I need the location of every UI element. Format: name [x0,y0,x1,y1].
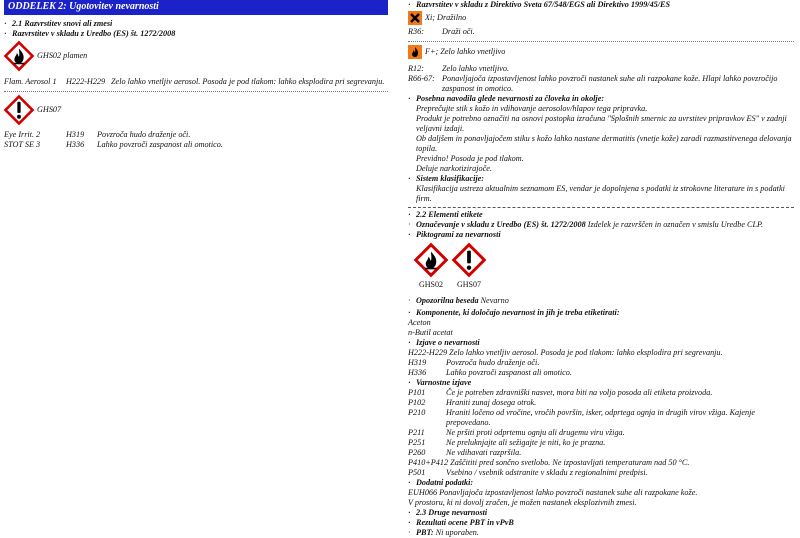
hazard-category: Eye Irrit. 2 [4,130,41,139]
precaution-statement: P210 Hraniti ločeno od vročine, vročih površin, isker, odprtega ognja in drugih virov vžiga. Kajenje prepovedano. [408,408,756,427]
exclamation-icon [452,243,486,277]
precaution-title: · Varnostne izjave [408,378,472,387]
cross-icon [408,11,422,25]
f-row [408,45,794,59]
components-title: · Komponente, ki določajo nevarnost in jih je treba etiketirati: [408,308,620,317]
exclamation-icon [4,95,34,125]
hazard-code: H222-H229 [66,77,106,86]
precaution-statement: P260 Ne vdihavati razpršila. [408,448,522,457]
r-code: R66-67: [408,74,435,83]
directive-title: · Razvrstitev v skladu z Direktivo Sveta 67/548/EGS ali Direktivo 1999/45/ES [408,0,671,9]
hazard-statement: H336 Lahko povzroči zaspanost ali omotico. [408,368,572,377]
section-title: ODDELEK 2: Ugotovitev nevarnosti [4,0,388,15]
subsection-2-1: · 2.1 Razvrstitev snovi ali zmesi [4,19,113,28]
precaution-statement: P211 Ne pršiti proti odprtemu ognju ali drugemu viru vžiga. [408,428,625,437]
precaution-statement: P501 Vsebino / vsebnik odstranite v skladu z regionalnimi predpisi. [408,468,648,477]
hazard-statement: H222-H229 Zelo lahko vnetljiv aerosol. Posoda je pod tlakom: lahko eksplodira pri segrevanju. [408,348,723,357]
divider [408,41,794,42]
signal-word-row: · Opozorilna beseda Nevarno [408,296,509,305]
hazard-row-eye [4,130,388,140]
special-title: · Posebna navodila glede nevarnosti za človeka in okolje: [408,94,605,103]
r-code: R12: [408,64,424,73]
hazard-code: H336 [66,140,85,149]
pictogram-ghs07 [450,243,488,290]
flame-icon [414,243,448,277]
hazard-text: Povzroča hudo draženje oči. [97,130,191,139]
pbt-title: · Rezultati ocene PBT in vPvB [408,518,514,527]
system-title: · Sistem klasifikacije: [408,174,484,183]
pictogram-row [408,243,794,290]
pbt-row: · PBT: Ni uporaben. [408,528,479,537]
xi-label: Xi; Dražilno [425,13,467,22]
hazard-row-stot [4,140,388,150]
ghs07-label: GHS07 [37,105,62,114]
additional-info-line: V prostoru, ki ni dovolj zračen, je možen nastanek eksplozivnih zmesi. [408,498,637,507]
special-line: Produkt je potrebno označiti na osnovi postopka izračuna "Splošnih smernic za uvrstitev pripravkov ES" v zadnji veljavni izdaji. [416,114,787,133]
system-text: Klasifikacija ustreza aktualnim seznamom ES, vendar je dopolnjena s podatki iz strokovne literature in s podatki firm. [416,184,785,203]
pictogram-ghs02 [412,243,450,290]
f-label: F+; Zelo lahko vnetljivo [425,47,506,56]
subsection-2-3: · 2.3 Druge nevarnosti [408,508,488,517]
r-code: R36: [408,27,424,36]
flame-icon [4,41,34,71]
xi-row [408,11,794,25]
left-column [4,0,388,150]
ghs07-row [4,95,388,125]
r-text: Zelo lahko vnetljivo. [442,64,510,73]
r36-row [408,27,794,37]
r-text: Draži oči. [442,27,475,36]
label-row: · Označevanje v skladu z Uredbo (ES) št. 1272/2008 Izdelek je razvrščen in označen v smislu Uredbe CLP. [408,220,764,229]
additional-info-line: EUH066 Ponavljajoča izpostavljenost lahko povzroči nastanek suhe ali razpokane kože. [408,488,698,497]
precaution-statement: P251 Ne preluknjajte ali sežigajte je niti, ko je prazna. [408,438,606,447]
pictogram-label: GHS02 [418,280,443,289]
special-line: Preprečujte stik s kožo in vdihovanje aerosolov/hlapov tega pripravka. [416,104,648,113]
flame-icon [408,45,422,59]
hazard-code: H319 [66,130,85,139]
hazard-statements-title: · Izjave o nevarnosti [408,338,480,347]
r6667-row [408,74,794,94]
hazard-category: STOT SE 3 [4,140,41,149]
precaution-statement: P102 Hraniti zunaj dosega otrok. [408,398,537,407]
hazard-category: Flam. Aerosol 1 [4,77,57,86]
additional-info-title: · Dodatni podatki: [408,478,474,487]
component-item: n-Butil acetat [408,328,453,337]
special-line: Previdno! Posoda je pod tlakom. [416,154,524,163]
r-text: Ponavljajoča izpostavljenost lahko povzroči nastanek suhe ali razpokane kože. Hlapi lahko povzročijo zaspanost in omotico. [442,74,778,93]
special-line: Ob daljšem in ponavljajočem stiku s kožo lahko nastane dermatitis (vnetje kože) zaradi razmastitvenega delovanja topila. [416,134,792,153]
pictogram-label: GHS07 [456,280,481,289]
precaution-statement: P410+P412 Zaščititi pred sončno svetlobo. Ne izpostavljati temperaturam nad 50 °C. [408,458,690,467]
precaution-statement: P101 Če je potreben zdravniški nasvet, mora biti na voljo posoda ali etiketa proizvoda. [408,388,713,397]
pictogram-title: · Piktogrami za nevarnosti [408,230,501,239]
subsection-2-2: · 2.2 Elementi etikete [408,210,483,219]
hazard-statement: H319 Povzroča hudo draženje oči. [408,358,540,367]
right-column [408,0,794,538]
ghs02-row [4,41,388,71]
divider [4,91,388,92]
r12-row [408,64,794,74]
ghs02-label: GHS02 plamen [37,51,88,60]
classification-regulation: · Razvrstitev v skladu z Uredbo (ES) št. 1272/2008 [4,29,176,38]
hazard-row-flam [4,77,388,87]
special-line: Deluje narkotizirajoče. [416,164,492,173]
component-item: Aceton [408,318,431,327]
divider [408,207,794,208]
hazard-text: Zelo lahko vnetljiv aerosol. Posoda je pod tlakom: lahko eksplodira pri segrevanju. [111,77,385,86]
hazard-text: Lahko povzroči zaspanost ali omotico. [97,140,223,149]
